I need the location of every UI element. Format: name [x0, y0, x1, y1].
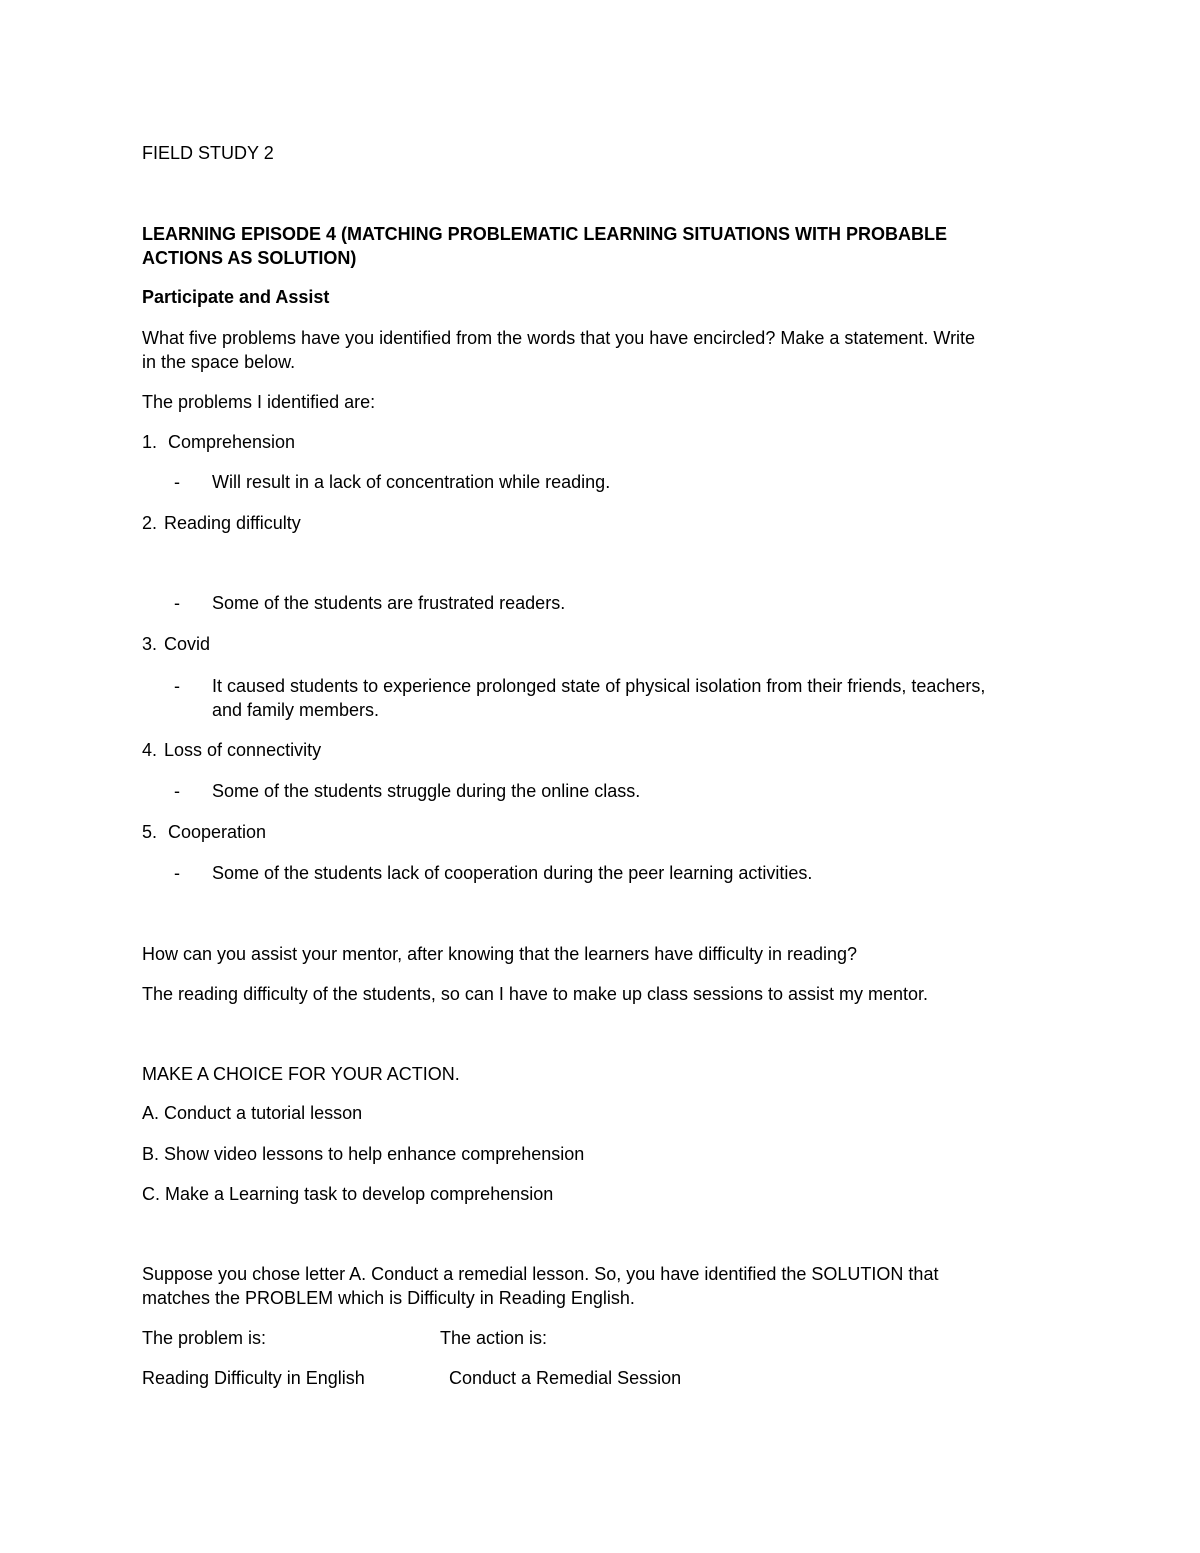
problem-item: [142, 430, 295, 454]
question2-prompt: How can you assist your mentor, after knowing that the learners have difficulty in reading?: [142, 944, 858, 964]
question1-line2: in the space below.: [142, 352, 296, 372]
problem-item: [142, 632, 210, 656]
problem-detail: Some of the students are frustrated readers.: [212, 593, 566, 613]
problem-number: 1.: [142, 432, 158, 452]
choice-option-c: C. Make a Learning task to develop comprehension: [142, 1184, 554, 1204]
problem-item: [142, 511, 301, 535]
problem-item: [142, 820, 266, 844]
problem-number: 4.: [142, 740, 158, 760]
episode-title-line2: ACTIONS AS SOLUTION): [142, 248, 357, 268]
problem-title: Comprehension: [168, 432, 296, 452]
problem-value: Reading Difficulty in English: [142, 1368, 365, 1388]
course-title: FIELD STUDY 2: [142, 143, 274, 163]
bullet-dash: -: [174, 593, 180, 613]
choice-heading: MAKE A CHOICE FOR YOUR ACTION.: [142, 1064, 460, 1084]
action-label: The action is:: [440, 1328, 548, 1348]
problem-number: 2.: [142, 513, 158, 533]
section-heading: Participate and Assist: [142, 287, 330, 307]
problem-title: Covid: [164, 634, 211, 654]
choice-option-a: A. Conduct a tutorial lesson: [142, 1103, 363, 1123]
problem-item: [142, 738, 321, 762]
suppose-line2: matches the PROBLEM which is Difficulty in Reading English.: [142, 1288, 635, 1308]
problem-detail: and family members.: [212, 700, 380, 720]
choice-option-b: B. Show video lessons to help enhance comprehension: [142, 1144, 585, 1164]
problem-detail: Will result in a lack of concentration while reading.: [212, 472, 611, 492]
bullet-dash: -: [174, 676, 180, 696]
problem-detail: Some of the students struggle during the online class.: [212, 781, 641, 801]
action-value: Conduct a Remedial Session: [449, 1368, 682, 1388]
bullet-dash: -: [174, 863, 180, 883]
suppose-line1: Suppose you chose letter A. Conduct a remedial lesson. So, you have identified the SOLUTION that: [142, 1264, 939, 1284]
question2-answer: The reading difficulty of the students, so can I have to make up class sessions to assist my mentor.: [142, 984, 929, 1004]
problem-title: Loss of connectivity: [164, 740, 322, 760]
bullet-dash: -: [174, 472, 180, 492]
problem-number: 5.: [142, 822, 158, 842]
episode-title-line1: LEARNING EPISODE 4 (MATCHING PROBLEMATIC LEARNING SITUATIONS WITH PROBABLE: [142, 224, 947, 244]
problems-intro: The problems I identified are:: [142, 392, 376, 412]
problem-title: Cooperation: [168, 822, 267, 842]
question1-line1: What five problems have you identified from the words that you have encircled? Make a statement. Write: [142, 328, 976, 348]
problem-label: The problem is:: [142, 1328, 267, 1348]
problem-number: 3.: [142, 634, 158, 654]
problem-detail: Some of the students lack of cooperation during the peer learning activities.: [212, 863, 813, 883]
problem-detail: It caused students to experience prolonged state of physical isolation from their friends, teachers,: [212, 676, 986, 696]
problem-title: Reading difficulty: [164, 513, 301, 533]
bullet-dash: -: [174, 781, 180, 801]
